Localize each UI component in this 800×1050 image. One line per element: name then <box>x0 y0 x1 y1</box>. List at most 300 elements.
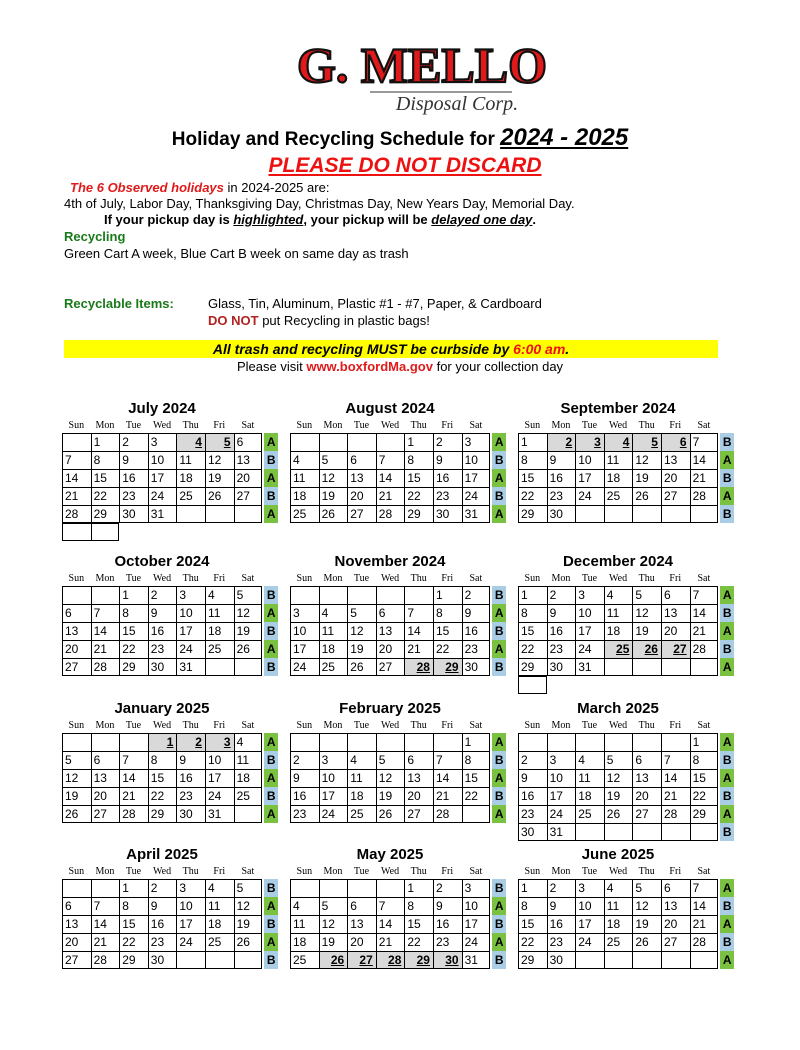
day-cell: 1 <box>690 733 719 751</box>
day-cell: 31 <box>148 505 177 523</box>
cart-week-badge: B <box>720 505 734 523</box>
day-cell: 23 <box>148 933 177 951</box>
month-calendar <box>518 552 748 694</box>
day-cell: 23 <box>547 487 576 505</box>
visit-note <box>0 359 800 374</box>
day-cell: 18 <box>604 469 633 487</box>
day-cell: 11 <box>176 451 205 469</box>
day-name: Tue <box>125 573 142 584</box>
day-cell: 4 <box>290 451 319 469</box>
day-names-row <box>290 719 520 733</box>
cart-week-badge: B <box>492 751 506 769</box>
week-row <box>518 733 748 751</box>
day-cell: 25 <box>347 805 376 823</box>
day-cell: 2 <box>148 586 177 604</box>
cart-week-badge: A <box>264 897 278 915</box>
day-cell: 1 <box>433 586 462 604</box>
cart-week-badge: B <box>264 751 278 769</box>
day-cell: 15 <box>518 915 547 933</box>
day-cell: 15 <box>404 915 433 933</box>
visit-a: Please visit <box>236 359 303 374</box>
day-cell: 5 <box>62 751 91 769</box>
title-year: 2024 - 2025 <box>500 124 629 151</box>
week-row <box>518 769 748 787</box>
day-name: Fri <box>441 866 454 877</box>
day-cell: 26 <box>234 640 263 658</box>
day-cell: 25 <box>205 640 234 658</box>
day-cell: 29 <box>119 951 148 969</box>
day-cell: 3 <box>462 879 491 897</box>
day-cell: 26 <box>604 805 633 823</box>
day-cell: 30 <box>462 658 491 676</box>
day-cell: 12 <box>376 769 405 787</box>
empty-day-cell <box>604 823 633 841</box>
cart-week-badge: A <box>264 769 278 787</box>
week-row <box>62 805 292 823</box>
cart-week-badge: B <box>720 897 734 915</box>
day-cell: 3 <box>575 586 604 604</box>
cart-week-badge: B <box>492 951 506 969</box>
day-name: Sun <box>296 573 313 584</box>
cart-week-badge: B <box>720 433 734 451</box>
day-cell: 21 <box>119 787 148 805</box>
day-cell: 19 <box>632 915 661 933</box>
day-cell: 24 <box>575 640 604 658</box>
day-cell: 5 <box>234 879 263 897</box>
week-row <box>62 604 292 622</box>
day-name: Sat <box>697 720 711 731</box>
day-name: Wed <box>609 573 628 584</box>
day-cell: 13 <box>62 622 91 640</box>
day-cell: 12 <box>234 897 263 915</box>
cart-week-badge: A <box>264 640 278 658</box>
day-cell: 1 <box>119 586 148 604</box>
day-cell: 4 <box>604 433 633 451</box>
day-cell: 1 <box>148 733 177 751</box>
week-row <box>62 951 292 969</box>
week-row <box>290 751 520 769</box>
month-calendar <box>518 399 748 523</box>
day-cell: 6 <box>404 751 433 769</box>
day-cell: 16 <box>547 915 576 933</box>
day-cell: 4 <box>176 433 205 451</box>
day-cell: 8 <box>404 451 433 469</box>
day-cell: 22 <box>404 933 433 951</box>
day-cell: 2 <box>518 751 547 769</box>
empty-day-cell <box>661 951 690 969</box>
day-cell: 9 <box>518 769 547 787</box>
day-cell: 14 <box>404 622 433 640</box>
week-row <box>62 487 292 505</box>
day-name: Thu <box>410 573 427 584</box>
day-cell: 17 <box>575 915 604 933</box>
week-row <box>62 751 292 769</box>
day-cell: 19 <box>205 469 234 487</box>
week-row <box>290 622 520 640</box>
day-cell: 20 <box>234 469 263 487</box>
week-row <box>62 897 292 915</box>
day-name: Thu <box>638 420 655 431</box>
day-cell: 16 <box>148 915 177 933</box>
cart-week-badge: A <box>492 433 506 451</box>
day-names-row <box>518 719 748 733</box>
day-name: Wed <box>609 720 628 731</box>
empty-day-cell <box>575 733 604 751</box>
day-name: Mon <box>551 420 571 431</box>
day-cell: 22 <box>148 787 177 805</box>
cart-week-badge: B <box>492 787 506 805</box>
day-name: Mon <box>323 720 343 731</box>
day-name: Fri <box>669 573 682 584</box>
day-cell: 22 <box>518 933 547 951</box>
week-row <box>290 897 520 915</box>
day-cell: 7 <box>690 879 719 897</box>
week-row <box>518 586 748 604</box>
day-name: Sun <box>68 866 85 877</box>
day-name: Thu <box>182 720 199 731</box>
empty-day-cell <box>462 805 491 823</box>
day-cell: 20 <box>404 787 433 805</box>
day-cell: 22 <box>690 787 719 805</box>
day-cell: 17 <box>319 787 348 805</box>
cart-week-badge: B <box>492 915 506 933</box>
delay-note <box>104 212 536 227</box>
week-row <box>518 933 748 951</box>
week-row <box>518 505 748 523</box>
day-name: Wed <box>381 720 400 731</box>
week-row <box>290 433 520 451</box>
day-cell: 19 <box>604 787 633 805</box>
day-cell: 12 <box>319 915 348 933</box>
day-cell: 6 <box>661 879 690 897</box>
day-cell: 18 <box>604 622 633 640</box>
day-cell: 27 <box>62 951 91 969</box>
month-calendar <box>62 552 292 676</box>
day-cell: 5 <box>604 751 633 769</box>
day-cell: 16 <box>433 469 462 487</box>
day-cell: 13 <box>376 622 405 640</box>
day-cell: 24 <box>462 487 491 505</box>
day-name: Tue <box>125 866 142 877</box>
day-cell: 4 <box>319 604 348 622</box>
day-cell: 15 <box>518 622 547 640</box>
empty-day-cell <box>290 586 319 604</box>
day-cell: 3 <box>575 879 604 897</box>
cart-week-badge: A <box>492 769 506 787</box>
empty-day-cell <box>518 676 547 694</box>
day-cell: 1 <box>462 733 491 751</box>
day-cell: 15 <box>119 915 148 933</box>
empty-day-cell <box>62 523 91 541</box>
day-name: Sat <box>241 573 255 584</box>
day-cell: 16 <box>119 469 148 487</box>
day-cell: 8 <box>518 451 547 469</box>
day-cell: 11 <box>604 451 633 469</box>
day-cell: 6 <box>347 897 376 915</box>
day-cell: 21 <box>91 933 120 951</box>
day-cell: 26 <box>632 487 661 505</box>
day-cell: 21 <box>376 933 405 951</box>
day-cell: 25 <box>575 805 604 823</box>
logo-subtitle: Disposal Corp. <box>395 93 519 115</box>
day-cell: 16 <box>176 769 205 787</box>
day-cell: 2 <box>119 433 148 451</box>
cart-week-badge: B <box>264 951 278 969</box>
day-cell: 14 <box>376 469 405 487</box>
day-cell: 1 <box>404 433 433 451</box>
day-cell: 13 <box>661 897 690 915</box>
day-cell: 27 <box>234 487 263 505</box>
empty-day-cell <box>518 733 547 751</box>
day-name: Sat <box>697 420 711 431</box>
day-name: Sun <box>524 573 541 584</box>
delay-a: If your pickup day is <box>104 212 230 227</box>
day-name: Sun <box>524 420 541 431</box>
day-cell: 12 <box>347 622 376 640</box>
day-cell: 27 <box>632 805 661 823</box>
day-cell: 23 <box>148 640 177 658</box>
day-cell: 21 <box>690 469 719 487</box>
day-cell: 10 <box>575 604 604 622</box>
day-cell: 1 <box>518 879 547 897</box>
empty-day-cell <box>347 733 376 751</box>
day-name: Sun <box>524 866 541 877</box>
day-cell: 25 <box>604 487 633 505</box>
month-title: May 2025 <box>356 846 424 863</box>
day-cell: 20 <box>661 915 690 933</box>
cart-week-badge: B <box>264 915 278 933</box>
day-cell: 7 <box>404 604 433 622</box>
week-row <box>518 658 748 676</box>
day-cell: 8 <box>148 751 177 769</box>
cart-week-badge: A <box>264 433 278 451</box>
week-row <box>290 915 520 933</box>
cart-week-badge: A <box>264 505 278 523</box>
month-calendar <box>290 699 520 823</box>
day-cell: 28 <box>376 951 405 969</box>
empty-day-cell <box>62 879 91 897</box>
day-names-row <box>62 572 292 586</box>
day-cell: 9 <box>290 769 319 787</box>
day-cell: 10 <box>462 897 491 915</box>
day-cell: 9 <box>547 604 576 622</box>
day-cell: 4 <box>604 879 633 897</box>
day-cell: 31 <box>462 505 491 523</box>
day-cell: 8 <box>690 751 719 769</box>
week-row <box>62 586 292 604</box>
day-cell: 29 <box>91 505 120 523</box>
recyclable-items-text: Glass, Tin, Aluminum, Plastic #1 - #7, Paper, & Cardboard <box>208 296 542 311</box>
day-name: Sat <box>469 573 483 584</box>
day-cell: 14 <box>91 622 120 640</box>
day-cell: 27 <box>404 805 433 823</box>
day-cell: 9 <box>119 451 148 469</box>
cart-week-badge: A <box>720 879 734 897</box>
day-cell: 15 <box>148 769 177 787</box>
day-cell: 7 <box>119 751 148 769</box>
month-title: October 2024 <box>114 553 210 570</box>
day-cell: 21 <box>433 787 462 805</box>
cart-week-badge: A <box>720 451 734 469</box>
cart-week-badge: A <box>720 586 734 604</box>
day-cell: 14 <box>119 769 148 787</box>
empty-day-cell <box>632 823 661 841</box>
day-cell: 11 <box>290 915 319 933</box>
day-cell: 26 <box>632 933 661 951</box>
week-row <box>518 451 748 469</box>
empty-day-cell <box>119 733 148 751</box>
recycling-heading: Recycling <box>64 229 126 244</box>
week-row <box>62 733 292 751</box>
day-cell: 14 <box>433 769 462 787</box>
day-cell: 16 <box>518 787 547 805</box>
day-name: Thu <box>410 720 427 731</box>
cart-week-badge: A <box>720 658 734 676</box>
day-cell: 17 <box>290 640 319 658</box>
day-name: Sat <box>697 573 711 584</box>
holidays-intro <box>70 180 329 195</box>
day-name: Sun <box>524 720 541 731</box>
day-cell: 7 <box>690 433 719 451</box>
day-cell: 13 <box>62 915 91 933</box>
cart-week-badge: A <box>720 915 734 933</box>
holidays-tail: in 2024-2025 are: <box>227 180 330 195</box>
day-cell: 4 <box>290 897 319 915</box>
empty-day-cell <box>547 733 576 751</box>
recycling-text: Green Cart A week, Blue Cart B week on same day as trash <box>64 246 409 261</box>
day-cell: 5 <box>347 604 376 622</box>
month-title: February 2025 <box>339 700 441 717</box>
day-cell: 22 <box>518 487 547 505</box>
day-cell: 5 <box>632 879 661 897</box>
holidays-lead: The 6 Observed holidays <box>70 180 224 195</box>
cart-week-badge: B <box>720 640 734 658</box>
day-cell: 7 <box>376 451 405 469</box>
cart-week-badge: B <box>720 823 734 841</box>
day-cell: 3 <box>148 433 177 451</box>
day-cell: 17 <box>462 915 491 933</box>
day-names-row <box>518 865 748 879</box>
day-cell: 15 <box>518 469 547 487</box>
cart-week-badge: B <box>720 604 734 622</box>
day-cell: 21 <box>661 787 690 805</box>
day-cell: 20 <box>632 787 661 805</box>
day-cell: 23 <box>119 487 148 505</box>
day-name: Wed <box>153 420 172 431</box>
day-cell: 25 <box>205 933 234 951</box>
day-cell: 6 <box>62 897 91 915</box>
day-cell: 3 <box>176 879 205 897</box>
day-cell: 20 <box>661 622 690 640</box>
day-cell: 10 <box>319 769 348 787</box>
day-cell: 31 <box>547 823 576 841</box>
month-title: September 2024 <box>560 400 676 417</box>
month-calendar <box>290 845 520 969</box>
week-row <box>62 915 292 933</box>
cart-week-badge: A <box>492 897 506 915</box>
empty-day-cell <box>234 805 263 823</box>
day-name: Wed <box>609 866 628 877</box>
day-cell: 4 <box>604 586 633 604</box>
day-cell: 14 <box>690 897 719 915</box>
day-cell: 12 <box>62 769 91 787</box>
week-row <box>62 879 292 897</box>
day-cell: 29 <box>404 505 433 523</box>
empty-day-cell <box>575 951 604 969</box>
day-cell: 17 <box>205 769 234 787</box>
delay-one-day: delayed one day <box>431 212 533 227</box>
week-row <box>62 622 292 640</box>
extra-blank-row <box>62 523 292 541</box>
day-names-row <box>62 865 292 879</box>
day-cell: 12 <box>632 451 661 469</box>
day-cell: 24 <box>319 805 348 823</box>
day-cell: 30 <box>148 951 177 969</box>
day-cell: 8 <box>462 751 491 769</box>
day-name: Mon <box>323 420 343 431</box>
day-cell: 11 <box>319 622 348 640</box>
day-name: Thu <box>182 866 199 877</box>
week-row <box>290 640 520 658</box>
day-name: Mon <box>95 573 115 584</box>
day-cell: 20 <box>347 933 376 951</box>
day-cell: 20 <box>661 469 690 487</box>
day-cell: 9 <box>148 897 177 915</box>
day-cell: 7 <box>62 451 91 469</box>
day-cell: 6 <box>632 751 661 769</box>
day-name: Wed <box>153 866 172 877</box>
day-cell: 9 <box>547 897 576 915</box>
website-link[interactable]: www.boxfordMa.gov <box>306 359 433 374</box>
day-cell: 19 <box>632 622 661 640</box>
week-row <box>290 769 520 787</box>
day-cell: 6 <box>661 433 690 451</box>
day-cell: 21 <box>404 640 433 658</box>
day-cell: 3 <box>319 751 348 769</box>
day-cell: 22 <box>119 640 148 658</box>
day-cell: 5 <box>632 586 661 604</box>
cart-week-badge: B <box>720 469 734 487</box>
day-name: Wed <box>153 573 172 584</box>
empty-day-cell <box>632 733 661 751</box>
day-names-row <box>62 419 292 433</box>
delay-e: . <box>532 212 537 227</box>
day-cell: 26 <box>347 658 376 676</box>
cart-week-badge: A <box>492 733 506 751</box>
day-cell: 26 <box>62 805 91 823</box>
day-cell: 19 <box>62 787 91 805</box>
day-name: Wed <box>381 573 400 584</box>
week-row <box>62 469 292 487</box>
cart-week-badge: A <box>492 604 506 622</box>
day-cell: 19 <box>632 469 661 487</box>
day-name: Fri <box>441 420 454 431</box>
day-cell: 16 <box>547 622 576 640</box>
month-calendar <box>62 399 292 541</box>
week-row <box>290 604 520 622</box>
day-cell: 6 <box>376 604 405 622</box>
day-name: Fri <box>213 420 226 431</box>
empty-day-cell <box>347 586 376 604</box>
day-cell: 7 <box>433 751 462 769</box>
day-names-row <box>518 419 748 433</box>
day-cell: 21 <box>62 487 91 505</box>
month-title: November 2024 <box>334 553 446 570</box>
day-cell: 26 <box>319 951 348 969</box>
day-cell: 15 <box>690 769 719 787</box>
day-name: Tue <box>125 720 142 731</box>
day-cell: 28 <box>119 805 148 823</box>
